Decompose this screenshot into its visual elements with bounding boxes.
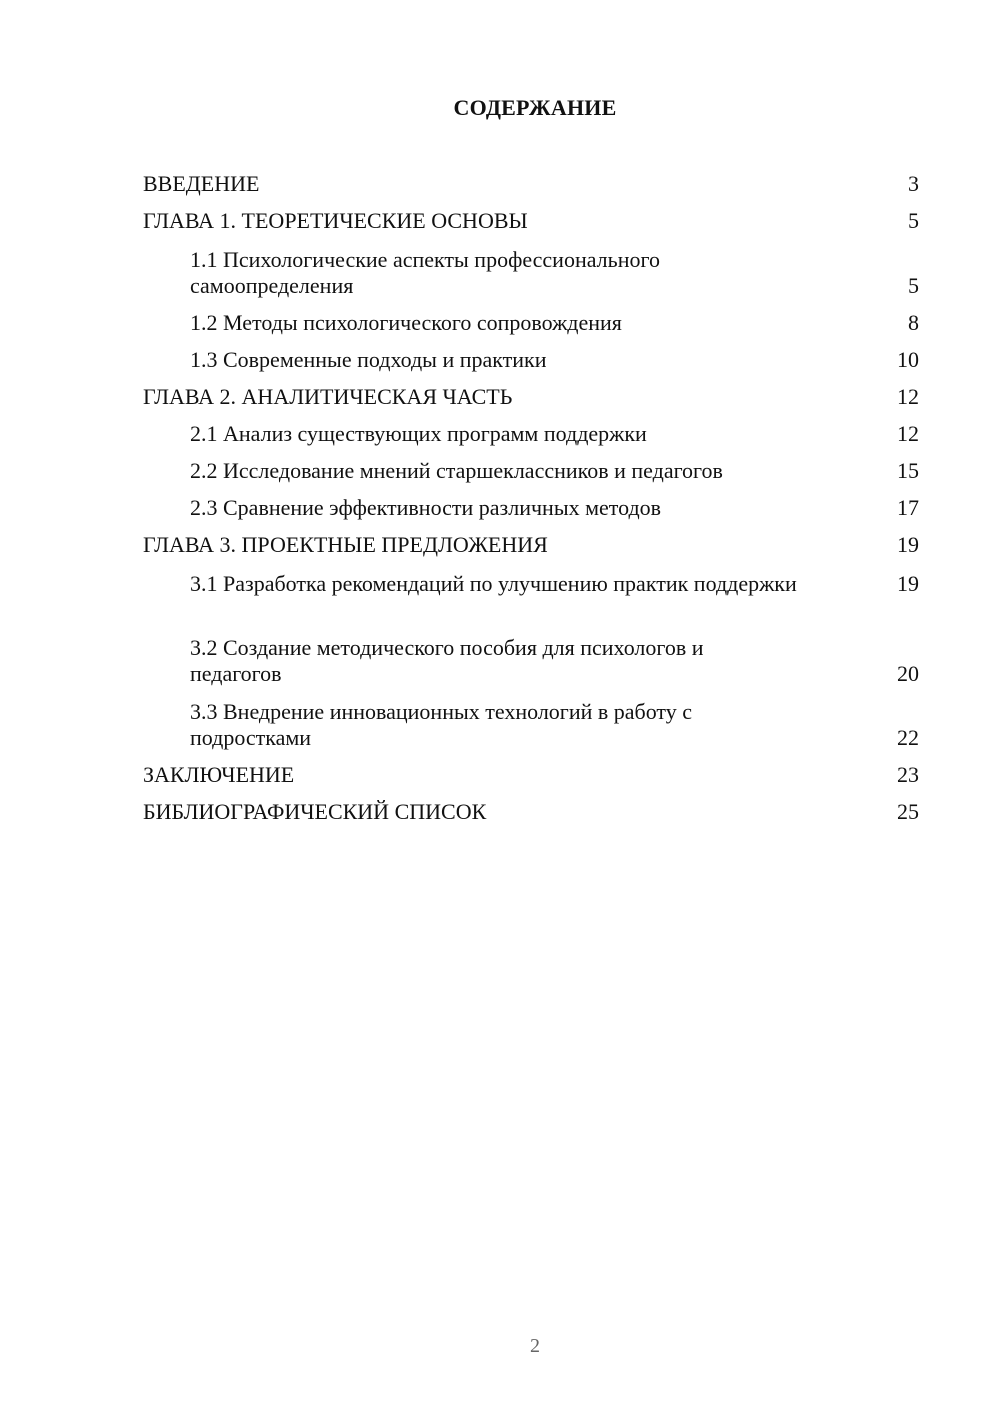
page-number: 2 [530,1335,540,1357]
toc-entry-page: 3 [908,171,919,196]
toc-entry-section-3-3[interactable] [190,699,919,751]
toc-entry-page: 10 [897,347,919,372]
toc-entry-page: 5 [908,273,919,298]
toc-entry-chapter-2[interactable] [143,384,919,410]
toc-entry-section-2-2[interactable] [190,458,919,484]
toc-entry-title: ГЛАВА 2. АНАЛИТИЧЕСКАЯ ЧАСТЬ [143,384,513,409]
toc-entry-chapter-1[interactable] [143,208,919,234]
toc-entry-title: 3.2 Создание методического пособия для психологов и педагогов [190,635,704,686]
toc-entry-page: 5 [908,208,919,233]
toc-entry-title: 1.1 Психологические аспекты профессионального самоопределения [190,247,660,298]
toc-entry-title: 3.3 Внедрение инновационных технологий в работу с подростками [190,699,693,750]
toc-entry-section-3-2[interactable] [190,635,919,687]
toc-entry-title: ЗАКЛЮЧЕНИЕ [143,762,295,787]
toc-entry-page: 20 [897,661,919,686]
toc-entry-section-2-3[interactable] [190,495,919,521]
toc-entry-title: 2.2 Исследование мнений старшеклассников и педагогов [190,458,723,483]
toc-entry-title: ГЛАВА 3. ПРОЕКТНЫЕ ПРЕДЛОЖЕНИЯ [143,532,548,557]
page-title: СОДЕРЖАНИЕ [453,95,617,120]
toc-entry-page: 12 [897,384,919,409]
toc-entry-section-3-1[interactable] [190,571,919,597]
toc-entry-page: 19 [897,532,919,557]
toc-entry-page: 8 [908,310,919,335]
toc-entry-page: 19 [897,571,919,596]
toc-entry-page: 22 [897,725,919,750]
toc-entry-title: ВВЕДЕНИЕ [143,171,260,196]
toc-entry-title: БИБЛИОГРАФИЧЕСКИЙ СПИСОК [143,799,487,824]
toc-entry-page: 23 [897,762,919,787]
toc-entry-page: 15 [897,458,919,483]
toc-entry-page: 25 [897,799,919,824]
toc-entry-title: ГЛАВА 1. ТЕОРЕТИЧЕСКИЕ ОСНОВЫ [143,208,528,233]
toc-entry-title: 2.3 Сравнение эффективности различных методов [190,495,662,520]
toc-entry-title: 1.3 Современные подходы и практики [190,347,547,372]
toc-entry-section-1-1[interactable] [190,247,919,299]
toc-entry-page: 17 [897,495,919,520]
toc-entry-chapter-3[interactable] [143,532,919,558]
toc-entry-title: 3.1 Разработка рекомендаций по улучшению практик поддержки [190,571,797,596]
toc-entry-bibliography[interactable] [143,799,919,825]
toc-entry-section-2-1[interactable] [190,421,919,447]
toc-entry-title: 1.2 Методы психологического сопровождения [190,310,622,335]
toc-entry-page: 12 [897,421,919,446]
toc-entry-conclusion[interactable] [143,762,919,788]
toc-entry-section-1-3[interactable] [190,347,919,373]
toc-entry-title: 2.1 Анализ существующих программ поддержки [190,421,647,446]
toc-entry-section-1-2[interactable] [190,310,919,336]
toc-entry-introduction[interactable] [143,171,919,197]
